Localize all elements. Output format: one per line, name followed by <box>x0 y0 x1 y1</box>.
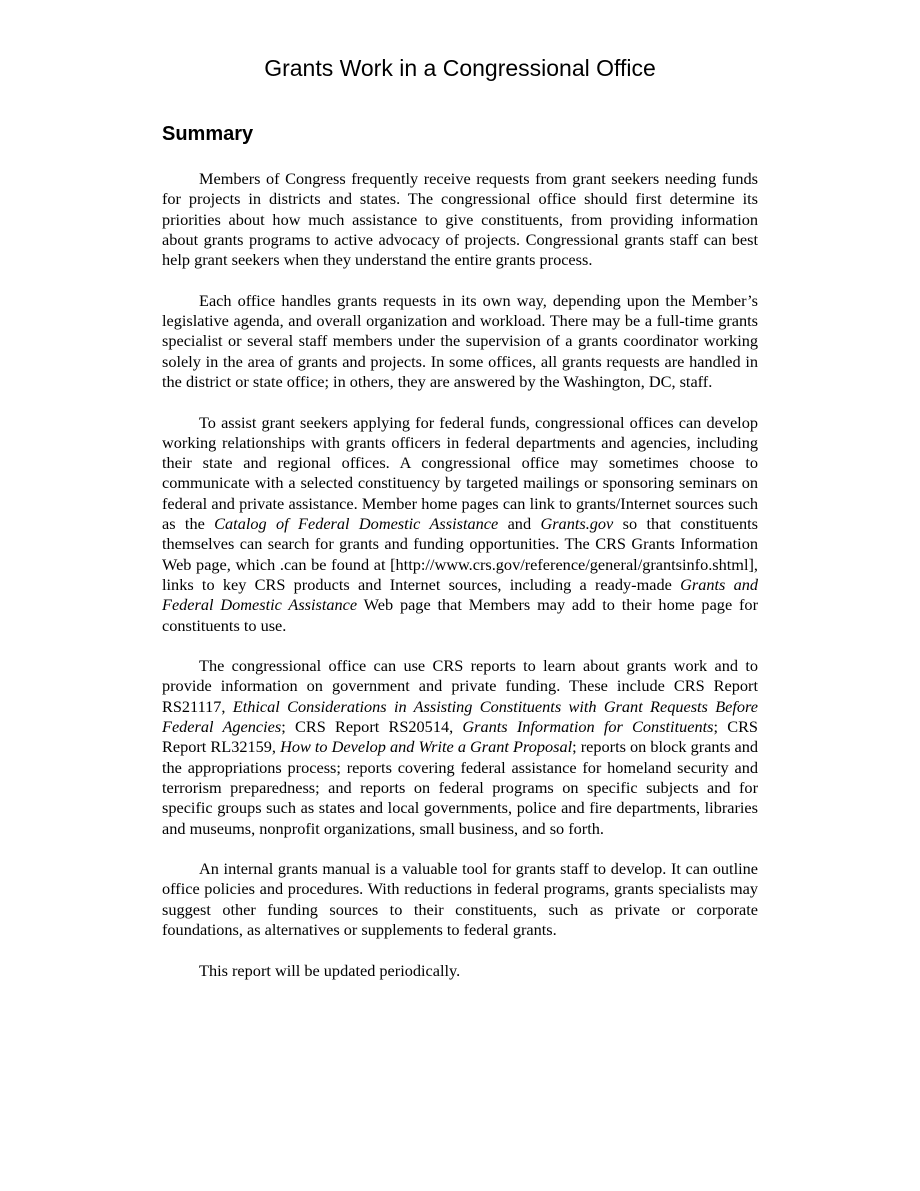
paragraph-text: Web page that Members may add to their home page for constituents to use. <box>162 595 758 635</box>
paragraph-text: ; CRS Report RL32159, <box>162 717 758 757</box>
paragraph-6 <box>162 961 758 981</box>
report-title-rs21117: Ethical Considerations in Assisting Constituents with Grant Requests Before Federal Agencies <box>162 696 758 737</box>
paragraph-1 <box>162 169 758 270</box>
grants-page-title: Grants and Federal Domestic Assistance <box>162 574 759 615</box>
paragraph-text: Each office handles grants requests in its own way, depending upon the Member’s legislative agenda, and overall organization and workload. There may be a full-time grants specialist or several staff members under the supervision of a grants coordinator working solely in the area of grants and projects. In some offices, all grants requests are handled in the district or state office; in others, they are answered by the Washington, DC, staff. <box>162 290 758 391</box>
paragraph-text: ; reports on block grants and the appropriations process; reports covering federal assistance for homeland security and terrorism preparedness; and reports on federal programs on specific subjects and for specific groups such as states and local governments, police and fire departments, libraries and museums, nonprofit organizations, small business, and so forth. <box>162 737 759 838</box>
paragraph-text: This report will be updated periodically. <box>199 960 461 980</box>
paragraph-2 <box>162 291 758 392</box>
paragraph-text: The congressional office can use CRS reports to learn about grants work and to provide information on government and private funding. These include CRS Report RS21117, <box>162 656 758 716</box>
paragraph-text: and <box>498 514 541 534</box>
grants-gov-title: Grants.gov <box>540 514 614 534</box>
paragraph-5 <box>162 859 758 940</box>
paragraph-4 <box>162 656 758 839</box>
report-title-rs20514: Grants Information for Constituents <box>462 717 714 737</box>
section-heading: Summary <box>162 123 254 145</box>
paragraph-text: Members of Congress frequently receive requests from grant seekers needing funds for projects in districts and states. The congressional office should first determine its priorities about how much assistance to give constituents, from providing information about grants programs to active advocacy of projects. Congressional grants staff can best help grant seekers when they understand the entire grants process. <box>162 169 758 270</box>
paragraph-3 <box>162 413 758 636</box>
paragraph-text: An internal grants manual is a valuable tool for grants staff to develop. It can outline office policies and procedures. With reductions in federal programs, grants specialists may suggest other funding sources to their constituents, such as private or corporate foundations, as alternatives or supplements to federal grants. <box>162 859 758 939</box>
document-body <box>162 121 758 1001</box>
document-title: Grants Work in a Congressional Office <box>264 55 656 81</box>
paragraph-text: To assist grant seekers applying for federal funds, congressional offices can develop working relationships with grants officers in federal departments and agencies, including their state and regional offices. A congressional office may sometimes choose to communicate with a selected constituency by targeted mailings or sponsoring seminars on federal and private assistance. Member home pages can link to grants/Internet sources such as the <box>162 412 758 534</box>
catalog-title: Catalog of Federal Domestic Assistance <box>214 514 499 534</box>
paragraph-text: ; CRS Report RS20514, <box>281 717 463 737</box>
paragraph-text: so that constituents themselves can search for grants and funding opportunities. The CRS Grants Information Web page, which .can be found at [http://www.crs.gov/reference/general/grantsinfo.shtml], links to key CRS products and Internet sources, including a ready-made <box>162 514 759 594</box>
report-title-rl32159: How to Develop and Write a Grant Proposal <box>280 737 573 757</box>
